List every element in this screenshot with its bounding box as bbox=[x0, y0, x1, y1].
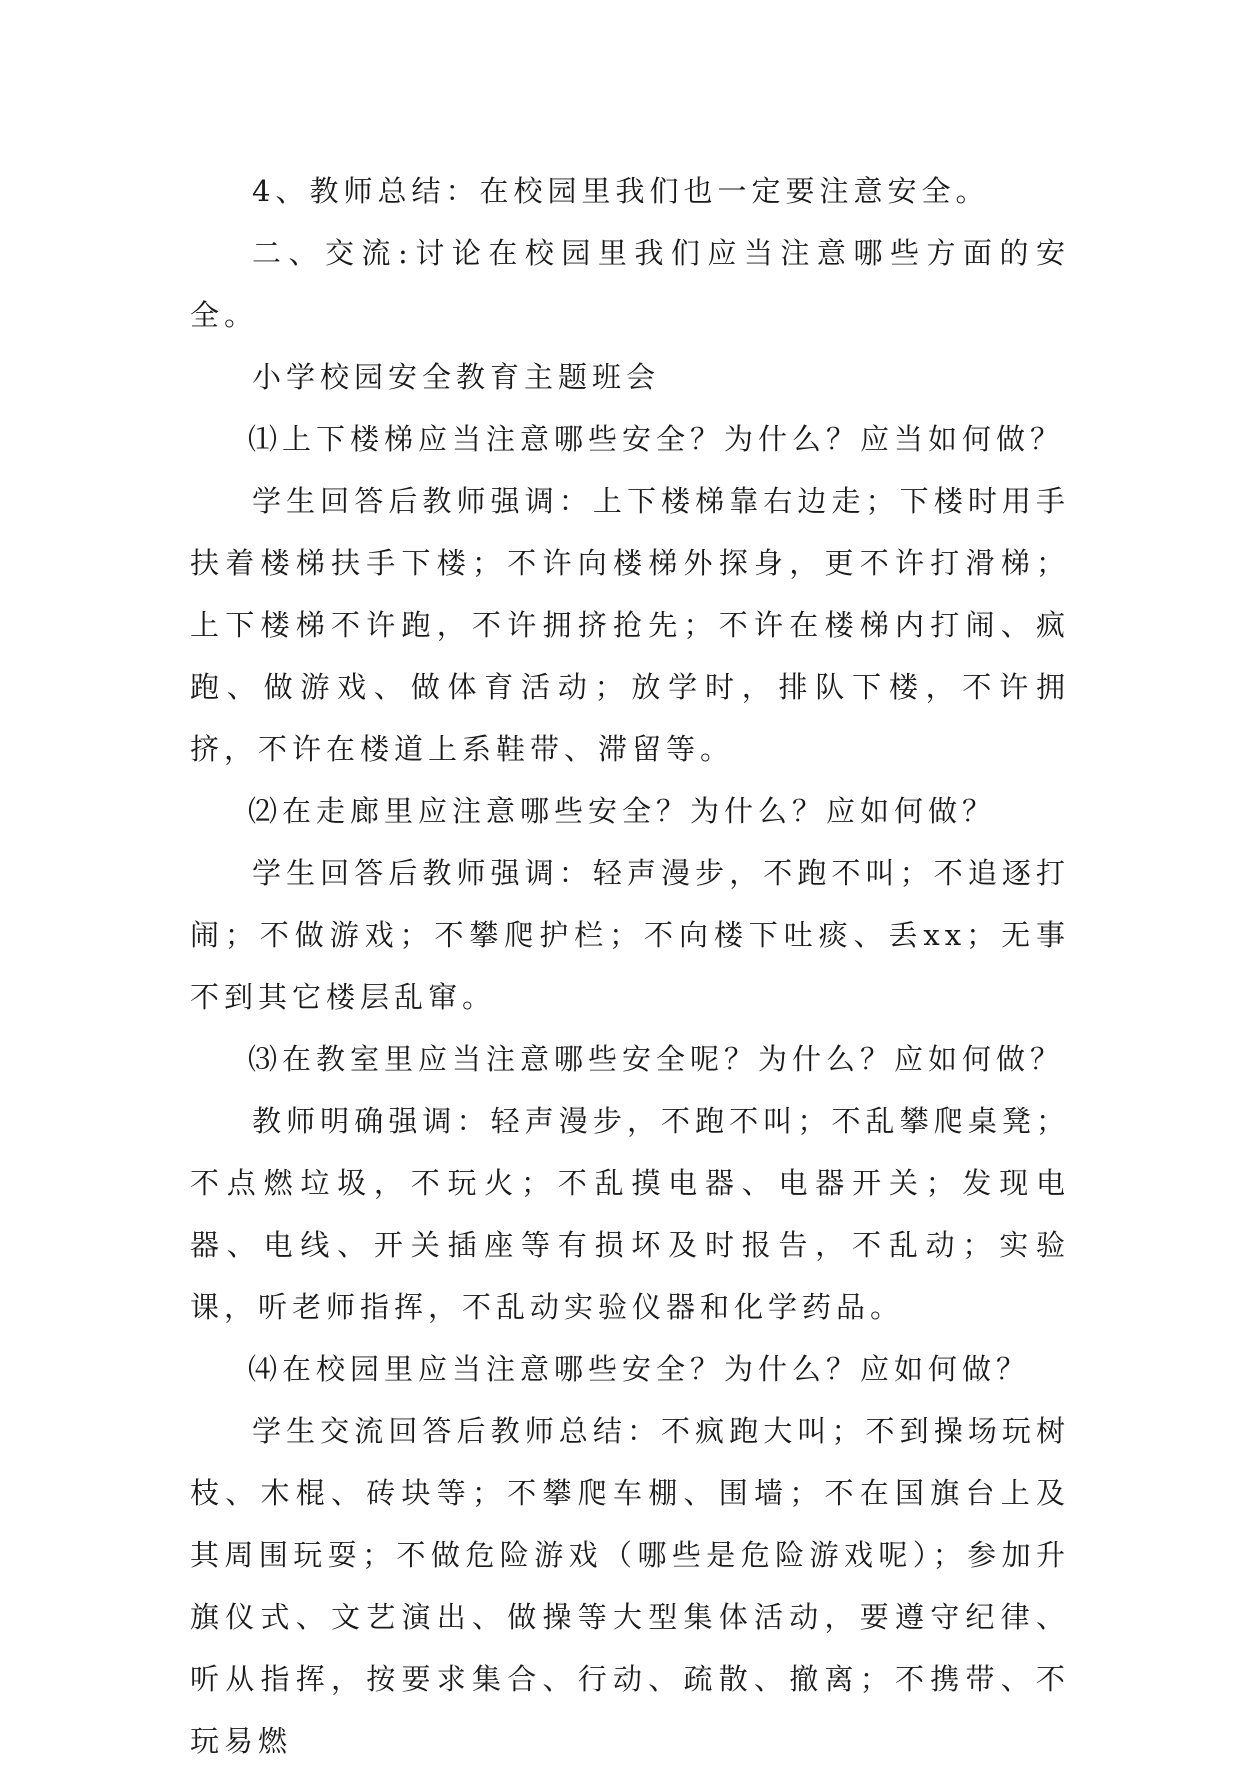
paragraph-section-title: 小学校园安全教育主题班会 bbox=[252, 360, 661, 394]
question-classroom: ⑶在教室里应当注意哪些安全呢？为什么？应如何做？ bbox=[248, 1042, 1065, 1076]
answer-stairs: 学生回答后教师强调：上下楼梯靠右边走；下楼时用手扶着楼梯扶手下楼；不许向楼梯外探身，更不许打滑梯；上下楼梯不许跑，不许拥挤抢先；不许在楼梯内打闹、疯跑、做游戏、做体育活动；放学时，排队下楼，不许拥挤，不许在楼道上系鞋带、滞留等。 bbox=[190, 484, 1070, 766]
document-body bbox=[190, 160, 1070, 1772]
paragraph-discussion: 二、交流:讨论在校园里我们应当注意哪些方面的安全。 bbox=[190, 236, 1070, 332]
question-corridor: ⑵在走廊里应注意哪些安全？为什么？应如何做？ bbox=[248, 794, 997, 828]
answer-campus: 学生交流回答后教师总结：不疯跑大叫；不到操场玩树枝、木棍、砖块等；不攀爬车棚、围墙；不在国旗台上及其周围玩耍；不做危险游戏（哪些是危险游戏呢）；参加升旗仪式、文艺演出、做操等大型集体活动，要遵守纪律、听从指挥，按要求集合、行动、疏散、撤离；不携带、不玩易燃 bbox=[190, 1414, 1070, 1758]
answer-corridor: 学生回答后教师强调：轻声漫步，不跑不叫；不追逐打闹；不做游戏；不攀爬护栏；不向楼下吐痰、丢xx；无事不到其它楼层乱窜。 bbox=[190, 856, 1070, 1014]
answer-classroom: 教师明确强调：轻声漫步，不跑不叫；不乱攀爬桌凳；不点燃垃圾，不玩火；不乱摸电器、电器开关；发现电器、电线、开关插座等有损坏及时报告，不乱动；实验课，听老师指挥，不乱动实验仪器和化学药品。 bbox=[190, 1104, 1070, 1324]
question-stairs: ⑴上下楼梯应当注意哪些安全？为什么？应当如何做？ bbox=[248, 422, 1065, 456]
paragraph-teacher-summary: 4、教师总结：在校园里我们也一定要注意安全。 bbox=[252, 174, 990, 208]
question-campus: ⑷在校园里应当注意哪些安全？为什么？应如何做？ bbox=[248, 1352, 1031, 1386]
